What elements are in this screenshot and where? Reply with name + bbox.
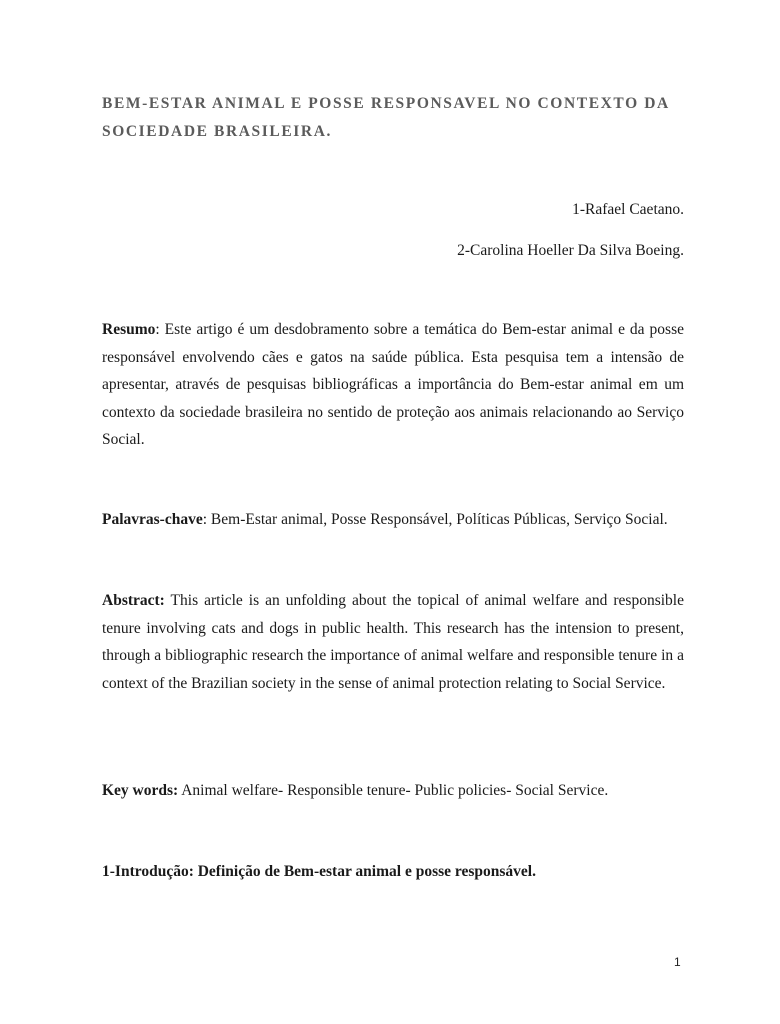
author-1: 1-Rafael Caetano. [572,201,684,218]
key-words-text: Animal welfare- Responsible tenure- Public policies- Social Service. [178,782,609,799]
introduction-heading: 1-Introdução: Definição de Bem-estar animal e posse responsável. [102,863,536,880]
resumo-paragraph [102,316,684,454]
resumo-text: : Este artigo é um desdobramento sobre a temática do Bem-estar animal e da posse responsável envolvendo cães e gatos na saúde pública. Esta pesquisa tem a intensão de apresentar, através de pesquisas bibliográficas a importância do Bem-estar animal em um contexto da sociedade brasileira no sentido de proteção aos animais relacionando ao Serviço Social. [102,321,684,448]
palavras-chave-label: Palavras-chave [102,511,203,528]
resumo-label: Resumo [102,321,156,338]
abstract-label: Abstract: [102,592,165,609]
palavras-chave-paragraph [102,506,684,534]
abstract-text: This article is an unfolding about the topical of animal welfare and responsible tenure involving cats and dogs in public health. This research has the intension to present, through a bibliographic research the importance of animal welfare and responsible tenure in a context of the Brazilian society in the sense of animal protection relating to Social Service. [102,592,684,692]
paper-title: BEM-ESTAR ANIMAL E POSSE RESPONSAVEL NO CONTEXTO DA SOCIEDADE BRASILEIRA. [102,95,669,140]
key-words-paragraph [102,777,684,805]
abstract-paragraph [102,587,684,697]
key-words-label: Key words: [102,782,179,799]
author-2: 2-Carolina Hoeller Da Silva Boeing. [457,242,684,259]
page-number: 1 [674,955,681,969]
palavras-chave-text: : Bem-Estar animal, Posse Responsável, Políticas Públicas, Serviço Social. [202,511,668,528]
